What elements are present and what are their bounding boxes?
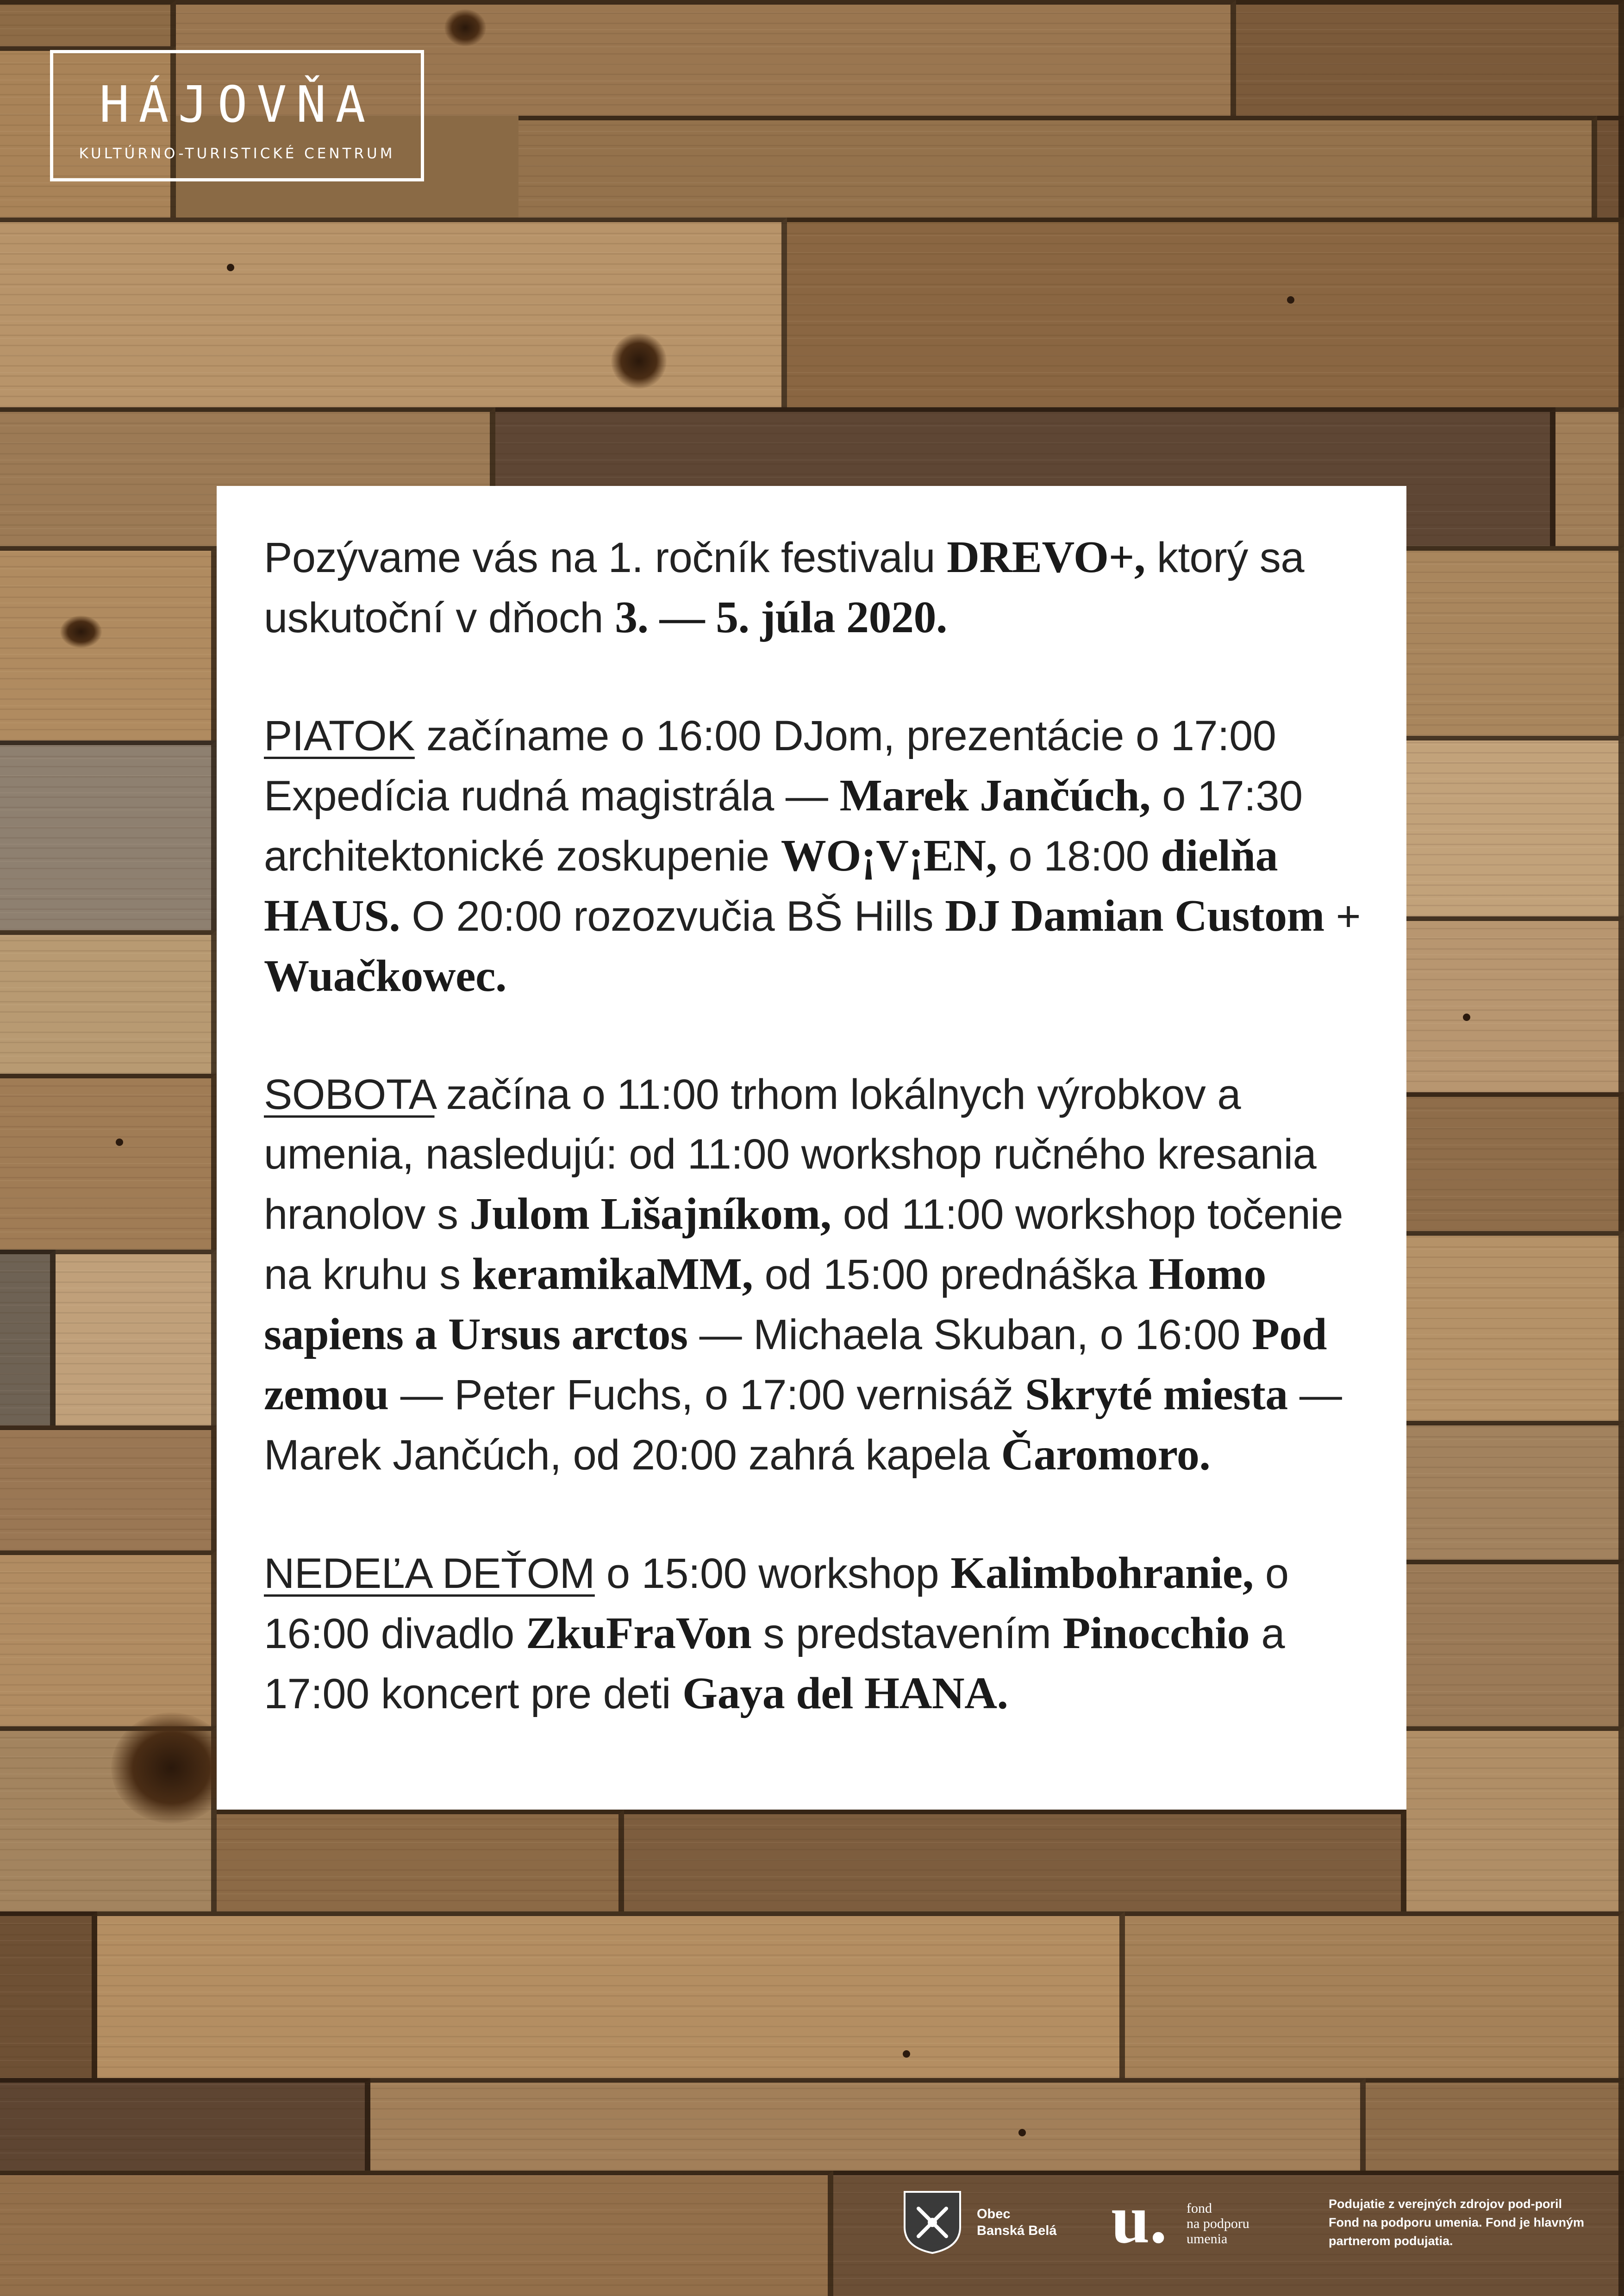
wood-plank <box>97 1911 1125 2078</box>
program-text: — Peter Fuchs, o 17:00 vernisáž <box>388 1371 1025 1419</box>
program-text: a 17:00 koncert pre deti <box>264 1610 1285 1717</box>
logo-name: HÁJOVŇA <box>99 76 375 134</box>
wood-plank <box>0 218 787 407</box>
festival-name: DREVO+, <box>947 532 1145 582</box>
program-highlight: Wuačkowec. <box>264 951 506 1001</box>
nail <box>227 264 234 271</box>
program-highlight: Čaromoro. <box>1001 1430 1211 1480</box>
program-highlight: dielňa HAUS. <box>264 831 1278 941</box>
wood-knot <box>111 1712 231 1823</box>
wood-plank <box>0 1911 97 2078</box>
program-text: od 15:00 prednáška <box>753 1251 1149 1298</box>
fond-name <box>1187 2201 1279 2246</box>
wood-knot <box>611 333 667 389</box>
program-text: o 15:00 workshop <box>594 1550 951 1597</box>
wood-plank <box>787 218 1624 407</box>
wood-plank <box>1406 736 1624 916</box>
wood-plank <box>0 2078 370 2171</box>
nail <box>1463 1014 1470 1021</box>
wood-plank <box>518 116 1597 218</box>
wood-plank <box>1366 2078 1624 2171</box>
program-highlight: Skryté miesta <box>1025 1369 1288 1419</box>
program-text: začína o 11:00 trhom lokálnych výrobkov a umenia, nasledujú: od 11:00 workshop ručného kresania hranolov s <box>264 1071 1317 1238</box>
day-heading-saturday: SOBOTA <box>264 1071 435 1118</box>
wood-plank <box>0 930 217 1074</box>
nail <box>903 2050 910 2058</box>
program-text: — Marek Jančúch, od 20:00 zahrá kapela <box>264 1371 1342 1479</box>
intro-text: Pozývame vás na 1. ročník festivalu <box>264 534 947 581</box>
partners-footer <box>0 2175 1624 2296</box>
program-highlight: WO¡V¡EN, <box>781 831 997 881</box>
friday-paragraph <box>264 706 1364 1007</box>
wood-plank <box>1555 407 1624 546</box>
program-highlight: Julom Lišajníkom, <box>469 1189 831 1239</box>
day-heading-sunday: NEDEĽA DEŤOM <box>264 1550 595 1597</box>
wood-plank <box>1125 1911 1624 2078</box>
saturday-paragraph <box>264 1065 1364 1485</box>
wood-plank <box>1597 116 1624 218</box>
wood-plank <box>624 1810 1406 1911</box>
program-highlight: Homo sapiens a Ursus arctos <box>264 1249 1266 1359</box>
program-highlight: ZkuFraVon <box>525 1608 752 1658</box>
wood-plank <box>0 740 217 930</box>
program-highlight: keramikaMM, <box>472 1249 753 1299</box>
wood-plank <box>217 1810 624 1911</box>
wood-plank <box>0 1425 217 1550</box>
fond-line: umenia <box>1187 2231 1228 2246</box>
wood-plank <box>1406 916 1624 1092</box>
banska-bela-crest-icon <box>903 2190 962 2255</box>
sunday-paragraph <box>264 1543 1364 1724</box>
program-text: o 17:30 architektonické zoskupenie <box>264 772 1303 880</box>
program-text: — Michaela Skuban, o 16:00 <box>687 1311 1252 1358</box>
intro-text: ktorý sa uskutoční v dňoch <box>264 534 1305 641</box>
program-text: od 11:00 workshop točenie na kruhu s <box>264 1191 1343 1298</box>
wood-plank <box>1406 1560 1624 1726</box>
obec-name <box>977 2206 1069 2239</box>
logo-subtitle: KULTÚRNO-TURISTICKÉ CENTRUM <box>79 145 395 162</box>
fond-line: na podporu <box>1187 2216 1249 2231</box>
program-highlight: Marek Jančúch, <box>839 771 1151 821</box>
wood-knot <box>444 9 486 46</box>
wood-plank <box>0 1074 217 1250</box>
wood-plank <box>0 0 176 46</box>
wood-plank <box>0 1550 217 1726</box>
support-notice: Podujatie z verejných zdrojov pod-poril Fond na podporu umenia. Fond je hlavným partnerom podujatia. <box>1329 2197 1585 2248</box>
nail <box>1018 2129 1026 2136</box>
wood-plank <box>0 546 217 740</box>
festival-dates: 3. — 5. júla 2020. <box>615 592 948 642</box>
wood-plank <box>0 1250 56 1425</box>
program-highlight: Pod zemou <box>264 1309 1327 1419</box>
wood-plank <box>1406 1421 1624 1560</box>
program-text: + <box>1324 893 1361 940</box>
wood-plank <box>1406 1092 1624 1231</box>
wood-knot <box>60 616 102 648</box>
program-highlight: Kalimbohranie, <box>950 1548 1254 1598</box>
wood-plank <box>56 1250 217 1425</box>
intro-paragraph <box>264 528 1364 648</box>
program-text: začíname o 16:00 DJom, prezentácie o 17:00 Expedícia rudná magistrála — <box>264 712 1276 820</box>
program-text: o 18:00 <box>997 833 1161 880</box>
nail <box>1287 296 1294 304</box>
program-text: o 16:00 divadlo <box>264 1550 1289 1657</box>
hajovna-logo <box>50 50 424 181</box>
obec-line: Banská Belá <box>977 2223 1057 2238</box>
program-text: s predstavením <box>751 1610 1063 1657</box>
wood-plank <box>1236 0 1624 116</box>
program-highlight: Pinocchio <box>1062 1608 1250 1658</box>
wood-plank <box>1406 546 1624 736</box>
day-heading-friday: PIATOK <box>264 712 415 759</box>
program-text: O 20:00 rozozvučia BŠ Hills <box>400 893 945 940</box>
fond-line: fond <box>1187 2201 1212 2216</box>
program-highlight: DJ Damian Custom <box>945 891 1324 941</box>
program-card <box>217 486 1406 1810</box>
obec-line: Obec <box>977 2207 1011 2221</box>
wood-plank <box>370 2078 1366 2171</box>
fond-logo-mark: u. <box>1111 2181 1167 2258</box>
wood-plank <box>1406 1231 1624 1421</box>
wood-plank <box>1406 1726 1624 1911</box>
nail <box>116 1139 123 1146</box>
program-highlight: Gaya del HANA. <box>682 1668 1008 1718</box>
